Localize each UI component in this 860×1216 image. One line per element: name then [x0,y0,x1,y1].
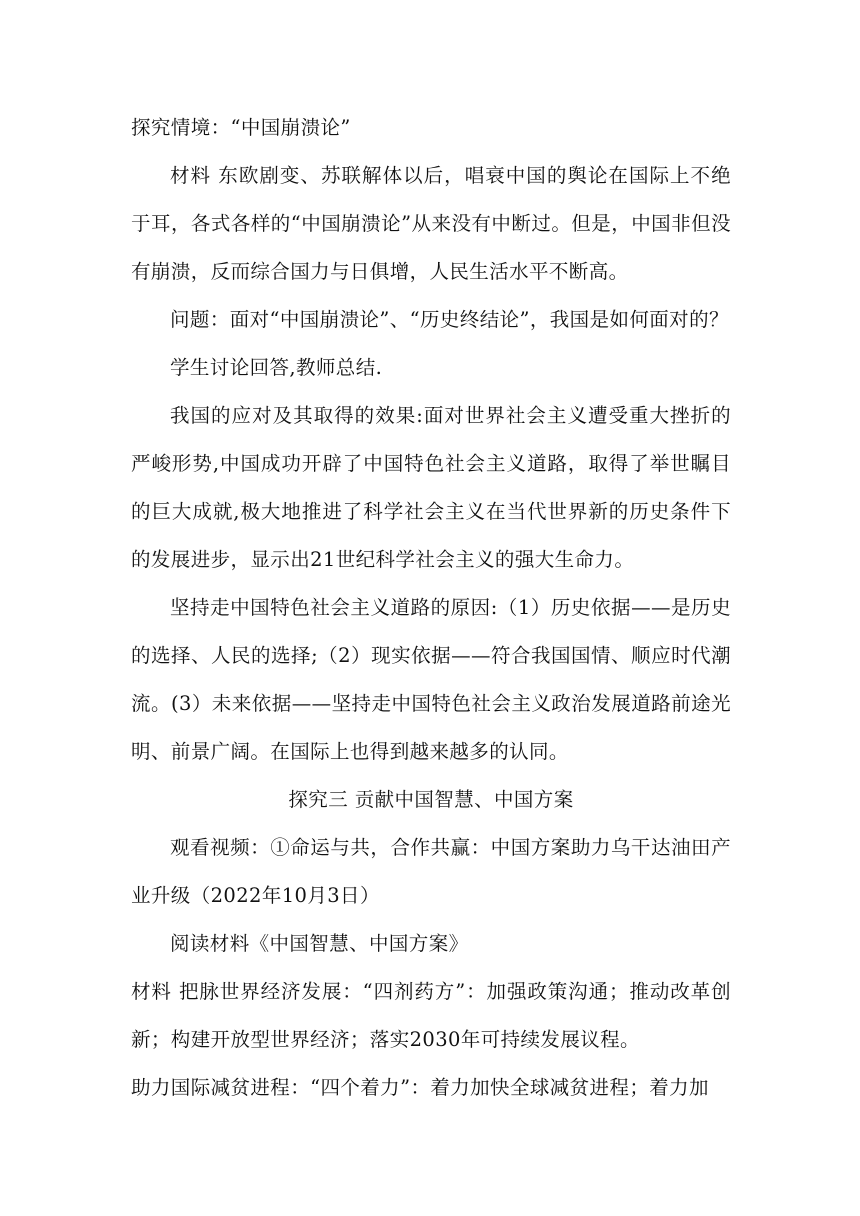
poverty-reduction-paragraph: 助力国际减贫进程：“四个着力”：着力加快全球减贫进程；着力加 [131,1076,709,1099]
section-heading-inquiry-context: 探究情境：“中国崩溃论” [131,116,351,139]
discussion-paragraph: 学生讨论回答,教师总结. [170,356,383,379]
document-body [131,104,731,1112]
reasons-paragraph: 坚持走中国特色社会主义道路的原因:（1）历史依据——是历史的选择、人民的选择;（2）现实依据——符合我国国情、顺应时代潮流。(3）未来依据——坚持走中国特色社会主义政治发展道路前途光明、前景广阔。在国际上也得到越来越多的认同。 [131,596,731,763]
reading-material-paragraph: 阅读材料《中国智慧、中国方案》 [170,932,469,955]
economy-material-paragraph: 材料 把脉世界经济发展：“四剂药方”：加强政策沟通；推动改革创新；构建开放型世界经济；落实2030年可持续发展议程。 [131,980,731,1051]
question-paragraph: 问题：面对“中国崩溃论”、“历史终结论”，我国是如何面对的？ [170,308,729,331]
response-effect-paragraph: 我国的应对及其取得的效果:面对世界社会主义遭受重大挫折的严峻形势,中国成功开辟了中国特色社会主义道路，取得了举世瞩目的巨大成就,极大地推进了科学社会主义在当代世界新的历史条件下的发展进步，显示出21世纪科学社会主义的强大生命力。 [131,404,731,571]
section-heading-inquiry-three: 探究三 贡献中国智慧、中国方案 [288,788,574,811]
material-paragraph: 材料 东欧剧变、苏联解体以后，唱衰中国的舆论在国际上不绝于耳，各式各样的“中国崩溃论”从来没有中断过。但是，中国非但没有崩溃，反而综合国力与日俱增，人民生活水平不断高。 [131,164,731,283]
video-paragraph: 观看视频：①命运与共，合作共赢：中国方案助力乌干达油田产业升级（2022年10月3日） [131,836,731,907]
